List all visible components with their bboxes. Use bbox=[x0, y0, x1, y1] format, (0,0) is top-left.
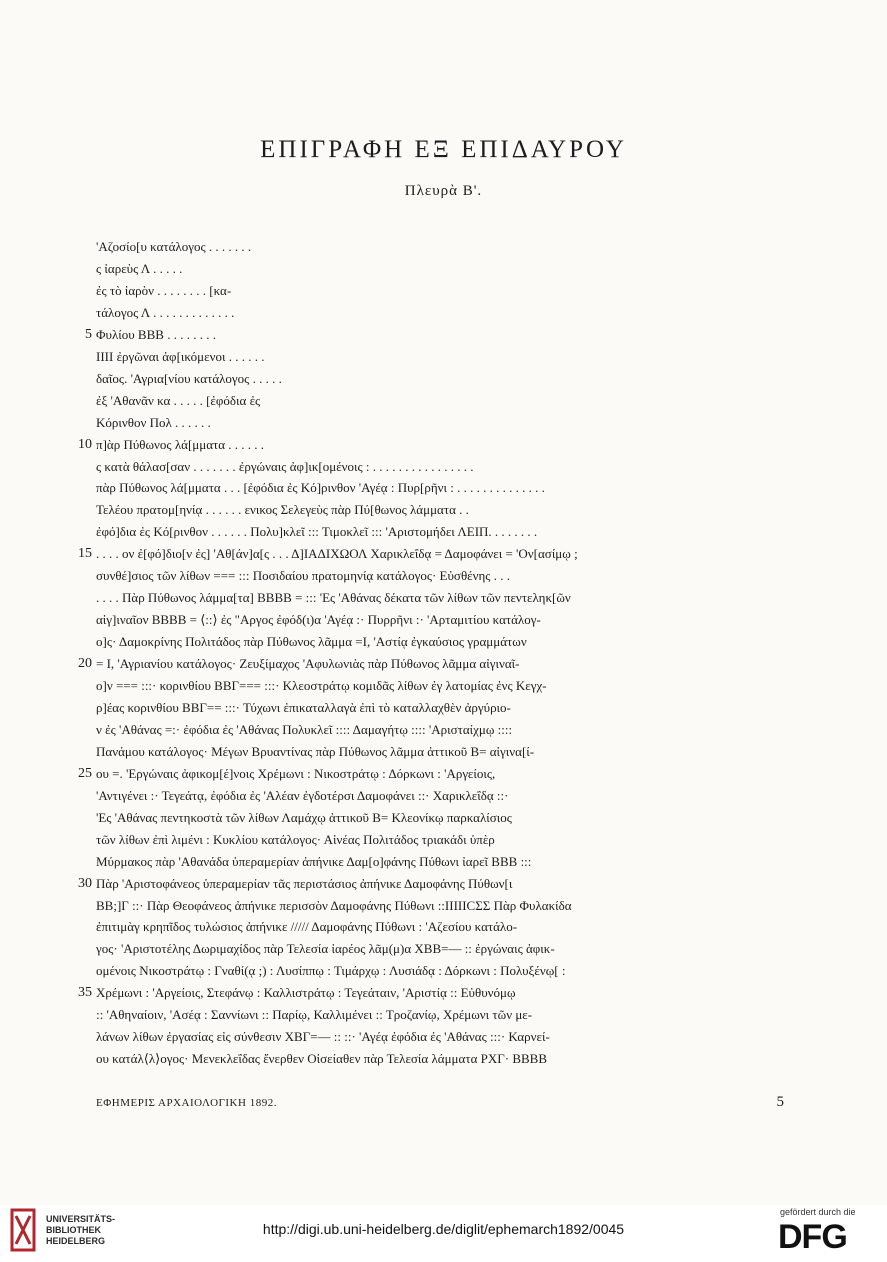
inscription-line: . . . . ον ἐ[φό]διο[ν ἐς] 'Αθ[άν]α[ς . . . Δ]ΙΑΔΙΧΩΟΛ Χαρικλεΐδᾳ = Δαμοφάνει = 'Ον[ασίμῳ ; bbox=[96, 546, 578, 561]
library-name-line: HEIDELBERG bbox=[46, 1236, 106, 1246]
inscription-line: 'Ες 'Αθάνας πεντηκοστὰ τῶν λίθων Λαμάχῳ ἀττικοῦ Β= Κλεονίκῳ παρκαλίσιος bbox=[96, 810, 512, 825]
inscription-line: ομένοις Νικοστράτῳ : Γναθί(ᾳ ;) : Λυσίππῳ : Τιμάρχῳ : Λυσιάδᾳ : Δόρκωνι : Πολυξένῳ[ : bbox=[96, 963, 566, 978]
inscription-line: ου κατάλ⟨λ⟩ογος· Μενεκλεΐδας ἔνερθεν Οἰσείαθεν πὰρ Τελεσία λάμματα ΡΧΓ· ΒΒΒΒ bbox=[96, 1051, 548, 1066]
inscription-line: ἐπιτιμὰγ κρηπῖδος τυλώσιος ἀπήνικε ///// Δαμοφάνης Πύθωνι : 'Αζεσίου κατάλο- bbox=[96, 919, 518, 934]
page-number: 5 bbox=[776, 1094, 784, 1110]
inscription-line: ἐς τὸ ἰαρὸν . . . . . . . . [κα- bbox=[96, 283, 232, 298]
inscription-line: :: 'Αθηναίοιν, 'Ασέᾳ : Σαννίωνι :: Παρίῳ, Καλλιμένει :: Τροζανίῳ, Χρέμωνι τῶν με- bbox=[96, 1007, 533, 1022]
inscription-line: = Ι, 'Αγριανίου κατάλογος· Ζευξίμαχος 'Αφυλωνιὰς πὰρ Πύθωνος λᾶμμα αἰγιναῖ- bbox=[96, 656, 520, 671]
journal-footer: ΕΦΗΜΕΡΙΣ ΑΡΧΑΙΟΛΟΓΙΚΗ 1892. bbox=[96, 1097, 277, 1109]
line-number: 25 bbox=[78, 766, 92, 781]
inscription-line: δαῖος. 'Αγρια[νίου κατάλογος . . . . . bbox=[96, 371, 282, 386]
library-name-line: UNIVERSITÄTS- bbox=[46, 1214, 116, 1224]
inscription-line: Χρέμωνι : 'Αργείοις, Στεφάνῳ : Καλλιστράτῳ : Τεγεάταιν, 'Αριστίᾳ :: Εὐθυνόμῳ bbox=[96, 985, 516, 1000]
inscription-line: . . . . Πὰρ Πύθωνος λάμμα[τα] ΒΒΒΒ = ::: 'Ες 'Αθάνας δέκατα τῶν λίθων τῶν πεντεληκ[ῶν bbox=[96, 590, 571, 605]
inscription-line: ο]ν === :::· κορινθίου ΒΒΓ=== :::· Κλεοστράτῳ κομιδᾶς λίθων ἐγ λατομίας ἐνς Κεγχ- bbox=[96, 678, 547, 693]
inscription-line: Μύρμακος πὰρ 'Αθανάδα ὑπεραμερίαν ἀπήνικε Δαμ[ο]φάνης Πύθωνι ἰαρεῖ ΒΒΒ ::: bbox=[96, 854, 532, 869]
inscription-line: λάνων λίθων ἐργασίας εἰς σύνθεσιν ΧΒΓ=— :: ::· 'Αγέᾳ ἐφόδια ἐς 'Αθάνας :::· Καρνεί- bbox=[96, 1029, 550, 1044]
inscription-line: Πανάμου κατάλογος· Μέγων Βρυαντίνας πὰρ Πύθωνος λᾶμμα ἀττικοῦ Β= αἰγινα[ί- bbox=[96, 744, 535, 759]
line-number: 20 bbox=[78, 656, 92, 671]
funding-note: gefördert durch die bbox=[780, 1207, 856, 1217]
inscription-line: π]ὰρ Πύθωνος λά[μματα . . . . . . bbox=[96, 437, 265, 452]
inscription-line: Κόρινθον Πολ . . . . . . bbox=[96, 415, 211, 430]
inscription-line: ἐφό]δια ἐς Κό[ρινθον . . . . . . Πολυ]κλεῖ ::: Τιμοκλεῖ ::: 'Αριστομήδει ΛΕΙΠ. . . . . . . . bbox=[96, 524, 538, 539]
inscription-line: ν ἐς 'Αθάνας =:· ἐφόδια ἐς 'Αθάνας Πολυκλεῖ :::: Δαμαγήτῳ :::: 'Αρισταίχμῳ :::: bbox=[96, 722, 513, 737]
inscription-line: πὰρ Πύθωνος λά[μματα . . . [ἐφόδια ἐς Κό]ρινθον 'Αγέᾳ : Πυρ[ρῆνι : . . . . . . . . . . . . . . bbox=[96, 480, 545, 495]
inscription-line: ΙΙΙΙ ἐργῶναι ἀφ[ικόμενοι . . . . . . bbox=[96, 349, 265, 364]
inscription-line: ου =. 'Εργώναις ἀφικομ[έ]νοις Χρέμωνι : Νικοστράτῳ : Δόρκωνι : 'Αργείοις, bbox=[96, 766, 496, 781]
inscription-line: ο]ς· Δαμοκρίνης Πολιτάδος πὰρ Πύθωνος λᾶμμα =Ι, 'Αστίᾳ ἐγκαύσιος γραμμάτων bbox=[96, 634, 527, 649]
inscription-line: ς ἰαρεὺς Λ . . . . . bbox=[96, 261, 183, 276]
dfg-logo: DFG bbox=[778, 1218, 847, 1256]
inscription-line: τάλογος Λ . . . . . . . . . . . . . bbox=[96, 305, 235, 320]
inscription-line: 'Αντιγένει :· Τεγεάτᾳ, ἐφόδια ἐς 'Αλέαν ἐγδοτέρσι Δαμοφάνει ::· Χαρικλεΐδᾳ ::· bbox=[96, 788, 509, 803]
line-number: 5 bbox=[85, 327, 92, 342]
inscription-line: τῶν λίθων ἐπὶ λιμένι : Κυκλίου κατάλογος· Αἰνέας Πολιτάδος τριακάδι ὑπὲρ bbox=[96, 832, 495, 847]
page-title: ΕΠΙΓΡΑΦΗ ΕΞ ΕΠΙΔΑΥΡΟΥ bbox=[260, 136, 627, 163]
inscription-line: ς κατὰ θάλασ[σαν . . . . . . . ἐργώναις ἀφ]ικ[ομένοις : . . . . . . . . . . . . . . . . bbox=[96, 459, 474, 474]
document-url-link[interactable]: http://digi.ub.uni-heidelberg.de/diglit/ephemarch1892/0045 bbox=[262, 1221, 625, 1237]
line-number: 30 bbox=[78, 876, 92, 891]
inscription-line: αἰγ]ιναῖον ΒΒΒΒ = ⟨::⟩ ἐς "Αργος ἐφόδ(ι)α 'Αγέᾳ :· Πυρρῆνι :· 'Αρταμιτίου κατάλογ- bbox=[96, 612, 541, 627]
inscription-line: Φυλίου ΒΒΒ . . . . . . . . bbox=[96, 327, 216, 342]
line-number: 35 bbox=[78, 985, 92, 1000]
inscription-line: ΒΒ;]Γ ::· Πὰρ Θεοφάνεος ἀπήνικε περισσὸν Δαμοφάνης Πύθωνι ::ΙΙΙΙΙCΣΣ Πὰρ Φυλακίδα bbox=[96, 898, 572, 913]
line-number: 10 bbox=[78, 437, 92, 452]
inscription-line: συνθέ]σιος τῶν λίθων === ::: Ποσιδαίου πρατομηνίᾳ κατάλογος· Εὐσθένης . . . bbox=[96, 568, 510, 583]
inscription-line: γος· 'Αριστοτέλης Δωριμαχίδος πὰρ Τελεσία ἰαρέος λᾶμ(μ)α ΧΒΒ=— :: ἐργώναις ἀφικ- bbox=[96, 941, 555, 956]
inscription-line: Τελέου πρατομ[ηνίᾳ . . . . . . ενικος Σελεγεὺς πὰρ Πύ[θωνος λάμματα . . bbox=[96, 502, 469, 517]
line-number: 15 bbox=[78, 546, 92, 561]
inscription-line: ἐξ 'Αθανᾶν κα . . . . . [ἐφόδια ἐς bbox=[96, 393, 261, 408]
inscription-line: 'Αζοσίο[υ κατάλογος . . . . . . . bbox=[96, 239, 252, 254]
inscription-line: Πὰρ 'Αριστοφάνεος ὑπεραμερίαν τᾶς περιστάσιος ἀπήνικε Δαμοφάνης Πύθων[ι bbox=[96, 876, 513, 891]
page-subtitle: Πλευρὰ Β'. bbox=[404, 183, 483, 199]
library-name-line: BIBLIOTHEK bbox=[46, 1225, 101, 1235]
inscription-line: ρ]έας κορινθίου ΒΒΓ== :::· Τύχωνι ἐπικαταλλαγὰ ἐπὶ τὸ καταλλαχθὲν ἀργύριο- bbox=[96, 700, 511, 715]
